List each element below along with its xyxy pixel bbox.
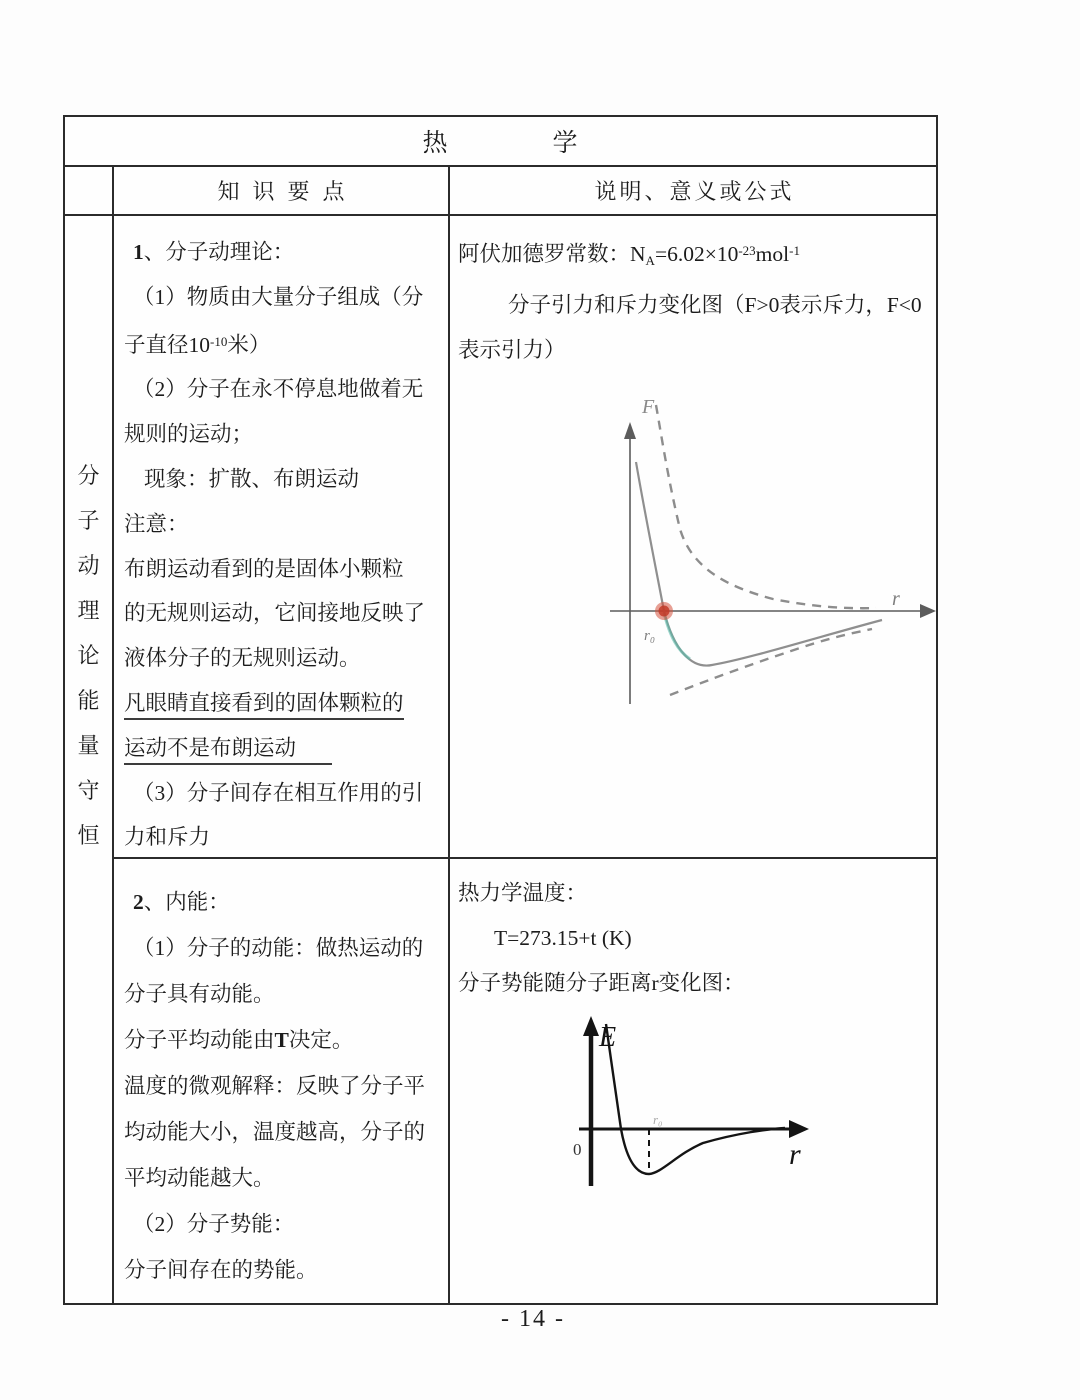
item-number: 2 [133, 890, 144, 914]
thermal-physics-table [63, 115, 938, 1305]
text-line: 现象：扩散、布朗运动 [144, 466, 360, 491]
text-segment: 子直径10 [124, 332, 211, 357]
formula-value: =6.02×10 [654, 242, 739, 266]
side-char: 论 [77, 643, 100, 668]
temperature-formula: T=273.15+t (K) [494, 926, 632, 950]
text-line: 分子势能随分子距离r变化图： [458, 971, 745, 995]
text-line [124, 1017, 442, 1063]
text-line: 分子间存在的势能。 [124, 1258, 318, 1282]
table-title-char-2: 学 [552, 130, 579, 157]
text-line: 的无规则运动，它间接地反映了 [124, 601, 426, 626]
y-axis-label: F [642, 396, 655, 418]
text-line: 液体分子的无规则运动。 [124, 646, 361, 671]
text-line: 平均动能越大。 [124, 1166, 275, 1190]
side-char: 量 [77, 733, 100, 758]
exponent: -10 [210, 333, 228, 349]
page-number: - 14 - [501, 1306, 565, 1332]
subscript-A: A [645, 253, 655, 268]
text-line-underlined [124, 726, 442, 771]
header-knowledge-points: 知识要点 [112, 165, 448, 214]
text-line: 均动能大小，温度越高，分子的 [124, 1120, 426, 1144]
x-axis-label: r [789, 1138, 801, 1171]
text-line [124, 320, 442, 368]
item-number: 1 [133, 240, 144, 264]
exponent: -23 [738, 243, 756, 258]
table-title-char-1: 热 [422, 130, 449, 157]
text-segment: 米） [227, 332, 271, 357]
avogadro-formula [458, 228, 930, 283]
force-distance-graph [598, 389, 936, 724]
y-axis-arrow-icon [583, 1016, 599, 1036]
side-char: 理 [77, 598, 100, 623]
table-title [65, 117, 936, 165]
side-char: 分 [77, 463, 100, 488]
x-axis-arrow-icon [920, 604, 936, 618]
symbol-T: T [274, 1028, 289, 1052]
text-line: （3）分子间存在相互作用的引 [133, 780, 424, 805]
item-title: 、内能： [143, 890, 230, 914]
text-line [124, 879, 442, 925]
item-title: 、分子动理论： [143, 240, 295, 264]
text-line: 热力学温度： [458, 881, 588, 905]
text-segment: 决定。 [288, 1028, 354, 1052]
x-axis-arrow-icon [789, 1120, 809, 1138]
text-line: 分子具有动能。 [124, 982, 275, 1006]
text-line: 注意： [124, 511, 189, 536]
equilibrium-distance-label: r₀ [644, 628, 656, 644]
equilibrium-highlight [664, 613, 690, 659]
symbol-N: N [630, 242, 646, 266]
text-line: （2）分子势能： [133, 1212, 295, 1236]
underlined-text: 凡眼睛直接看到的固体颗粒的 [124, 691, 404, 720]
y-axis-label: E [599, 1022, 617, 1053]
text-line: 布朗运动看到的是固体小颗粒 [124, 556, 404, 581]
unit-exponent: -1 [789, 243, 800, 258]
text-line: 规则的运动； [124, 422, 254, 447]
origin-label: 0 [573, 1140, 582, 1159]
minimum-distance-label: r₀ [653, 1112, 663, 1127]
unit: mol [755, 242, 790, 266]
knowledge-cell-internal-energy [112, 857, 448, 1303]
underlined-text: 运动不是布朗运动 [124, 736, 332, 765]
text-line: 力和斥力 [124, 825, 211, 850]
attraction-force-dashed-curve [670, 629, 872, 695]
text-line: 分子引力和斥力变化图（F>0表示斥力，F<0 [508, 293, 922, 317]
text-line [124, 230, 442, 275]
text-line: 表示引力） [458, 338, 566, 362]
side-char: 守 [77, 778, 100, 803]
equilibrium-point-dot [659, 606, 670, 617]
text-line: 温度的微观解释：反映了分子平 [124, 1074, 426, 1098]
knowledge-cell-molecular-theory [112, 214, 448, 857]
text-line: （1）物质由大量分子组成（分 [133, 284, 424, 309]
side-char: 动 [77, 553, 100, 578]
header-empty-cell [65, 165, 112, 214]
side-label-molecular-kinetic-theory [65, 214, 112, 1303]
explanation-cell-temperature-potential [448, 857, 936, 1303]
text-line: （1）分子的动能：做热运动的 [133, 936, 424, 960]
repulsion-force-dashed-curve [656, 405, 876, 608]
side-char: 子 [77, 508, 100, 533]
formula-label: 阿伏加德罗常数： [458, 242, 631, 266]
explanation-cell-avogadro-forces [448, 214, 936, 857]
side-char: 恒 [77, 823, 100, 848]
text-line-underlined [124, 681, 442, 726]
x-axis-label: r [892, 588, 900, 610]
potential-energy-graph-svg [553, 1014, 823, 1192]
text-segment: 分子平均动能由 [124, 1028, 275, 1052]
potential-energy-distance-graph [553, 1014, 823, 1192]
potential-energy-curve [606, 1024, 785, 1174]
text-line: （2）分子在永不停息地做着无 [133, 377, 424, 402]
force-distance-graph-svg [598, 389, 936, 724]
side-char: 能 [77, 688, 100, 713]
y-axis-arrow-icon [624, 422, 636, 439]
header-explanation: 说明、意义或公式 [448, 165, 936, 214]
